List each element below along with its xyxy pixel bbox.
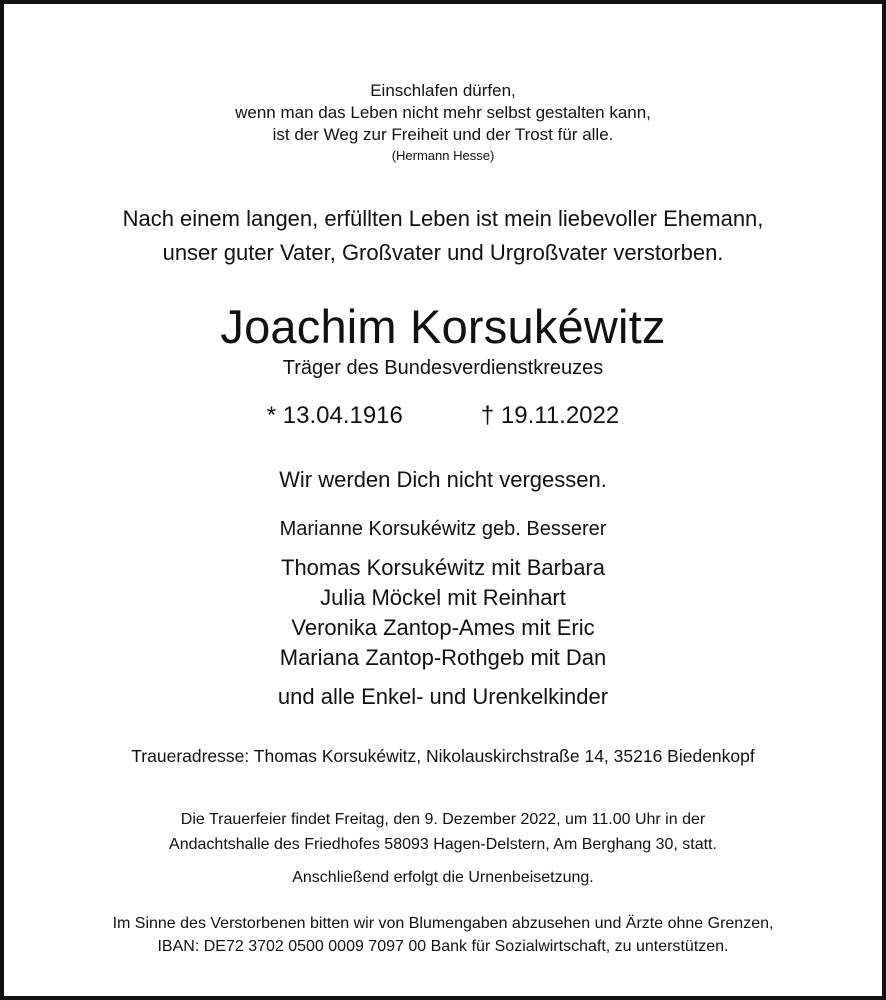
ceremony-line: Andachtshalle des Friedhofes 58093 Hagen-Delstern, Am Berghang 30, statt. <box>169 836 717 853</box>
deceased-name: Joachim Korsukéwitz <box>220 300 666 353</box>
life-dates <box>4 401 882 431</box>
death-date: † 19.11.2022 <box>480 402 620 429</box>
quote-line: wenn man das Leben nicht mehr selbst gestalten kann, <box>235 103 651 122</box>
mourner-child: Veronika Zantop-Ames mit Eric <box>291 615 595 640</box>
mourner-child: Thomas Korsukéwitz mit Barbara <box>281 555 605 580</box>
quote-line: Einschlafen dürfen, <box>370 81 516 100</box>
intro-line: Nach einem langen, erfüllten Leben ist mein liebevoller Ehemann, <box>122 206 764 231</box>
farewell-text: Wir werden Dich nicht vergessen. <box>279 467 607 492</box>
birth-date: * 13.04.1916 <box>266 402 403 429</box>
ceremony-line: Die Trauerfeier findet Freitag, den 9. Dezember 2022, um 11.00 Uhr in der <box>180 811 706 828</box>
donation-line: Im Sinne des Verstorbenen bitten wir von Blumengaben abzusehen und Ärzte ohne Grenzen, <box>112 915 774 932</box>
deceased-title: Träger des Bundesverdienstkreuzes <box>282 357 604 379</box>
burial-notice: Anschließend erfolgt die Urnenbeisetzung. <box>292 869 594 886</box>
mourner-child: Mariana Zantop-Rothgeb mit Dan <box>279 645 607 670</box>
mourner-spouse: Marianne Korsukéwitz geb. Besserer <box>279 518 607 540</box>
donation-line: IBAN: DE72 3702 0500 0009 7097 00 Bank für Sozialwirtschaft, zu unterstützen. <box>157 938 729 955</box>
quote-author: (Hermann Hesse) <box>391 148 495 163</box>
mourner-child: Julia Möckel mit Reinhart <box>320 585 566 610</box>
mourning-address: Traueradresse: Thomas Korsukéwitz, Nikolauskirchstraße 14, 35216 Biedenkopf <box>131 746 755 766</box>
intro-line: unser guter Vater, Großvater und Urgroßvater verstorben. <box>162 240 724 265</box>
quote-line: ist der Weg zur Freiheit und der Trost für alle. <box>272 125 614 144</box>
mourner-grandchildren: und alle Enkel- und Urenkelkinder <box>277 684 609 709</box>
